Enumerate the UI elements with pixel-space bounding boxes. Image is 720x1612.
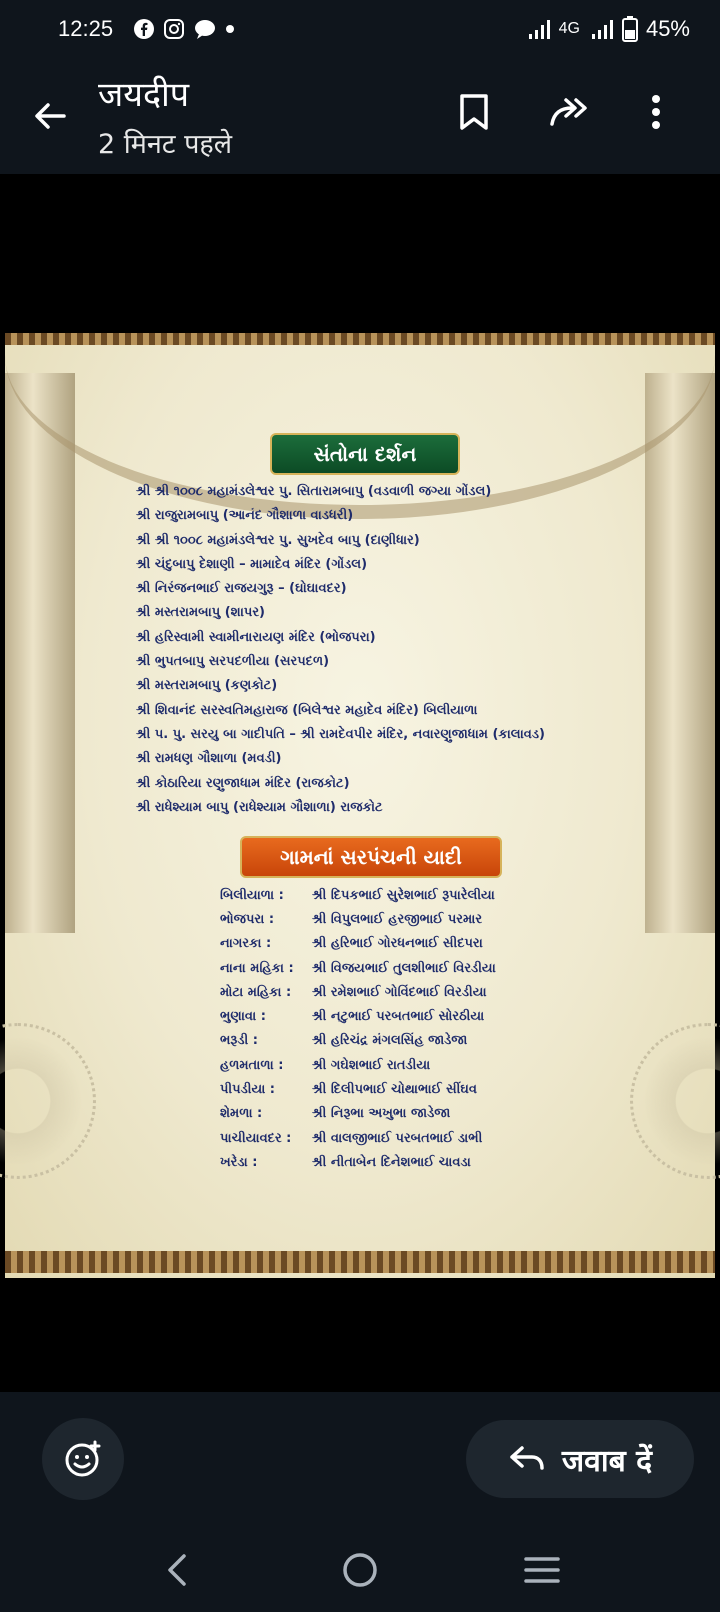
sarpanch-name: શ્રી નટુભાઈ પરબતભાઈ સોરઠીયા <box>312 1009 485 1025</box>
table-row <box>220 932 496 956</box>
sarpanch-name: શ્રી ગઘેશભાઈ રાતડીયા <box>312 1057 431 1073</box>
network-type: 4G <box>558 20 580 37</box>
list-item: શ્રી રાજુરામબાપુ (આનંદ ગૌશાળા વાડધરી) <box>136 508 354 524</box>
list-item: શ્રી હરિસ્વામી સ્વામીનારાયણ મંદિર (ભોજપરા) <box>136 629 376 645</box>
sender-name[interactable]: जयदीप <box>98 75 190 115</box>
table-row <box>220 956 496 980</box>
village-name: શેમળા : <box>220 1106 263 1122</box>
village-name: પાચીયાવદર : <box>220 1130 292 1146</box>
status-time: 12:25 <box>58 16 114 41</box>
table-row <box>220 1150 496 1174</box>
list-item: શ્રી પ. પુ. સરયુ બા ગાદીપતિ – શ્રી રામદેવપીર મંદિર, નવારણુજાધામ (કાલાવડ) <box>136 726 545 742</box>
right-pillar <box>645 373 715 933</box>
battery-percent: 45% <box>645 16 690 41</box>
list-item: શ્રી ચંદુબાપુ દેશાણી – મામાદેવ મંદિર (ગોંડલ) <box>136 556 368 572</box>
table-row <box>220 1029 496 1053</box>
sarpanch-name: શ્રી નિરૂભા અખુભા જાડેજા <box>312 1106 451 1122</box>
status-right <box>527 16 690 42</box>
village-name: નાના મહિકા : <box>220 960 294 976</box>
chat-bubble-icon <box>193 18 217 40</box>
section-title-saints: સંતોના દર્શન <box>270 433 460 475</box>
table-row <box>220 883 496 907</box>
table-row <box>220 1102 496 1126</box>
left-pillar <box>5 373 75 933</box>
sarpanch-name: શ્રી વાલજીભાઈ પરબતભાઈ ડાભી <box>312 1130 483 1146</box>
status-bar <box>0 0 720 60</box>
notification-icons <box>133 18 235 40</box>
battery-icon <box>622 16 638 42</box>
sarpanch-name: શ્રી નીતાબેન દિનેશભાઈ ચાવડા <box>312 1154 471 1170</box>
village-name: ભરૂડી : <box>220 1033 258 1049</box>
village-name: પીપડીયા : <box>220 1082 276 1098</box>
list-item: શ્રી શિવાનંદ સરસ્વતિમહારાજ (બિલેશ્વર મહાદેવ મંદિર) બિલીયાળા <box>136 702 478 718</box>
list-item: શ્રી રામધણ ગૌશાળા (મવડી) <box>136 751 282 767</box>
more-vert-icon[interactable] <box>634 90 678 134</box>
list-item: શ્રી મસ્તરામબાપુ (શાપર) <box>136 605 265 621</box>
bottom-border <box>5 1251 715 1273</box>
sarpanch-name: શ્રી વિજયભાઈ તુલશીભાઈ વિરડીયા <box>312 960 496 976</box>
sarpanch-name: શ્રી રમેશભાઈ ગોવિંદભાઈ વિરડીયા <box>312 984 487 1000</box>
sarpanch-name: શ્રી હરિચંદ્ર મંગલસિંહ જાડેજા <box>312 1033 468 1049</box>
top-border <box>5 333 715 345</box>
village-name: ખરેડા : <box>220 1154 258 1170</box>
list-item: શ્રી રાધેશ્યામ બાપુ (રાધેશ્યામ ગૌશાળા) રાજકોટ <box>136 799 383 815</box>
saints-list <box>136 480 545 820</box>
signal-icon-2 <box>588 18 614 40</box>
nav-back-icon[interactable] <box>154 1546 202 1594</box>
list-item: શ્રી ભુપતબાપુ સરપદળીયા (સરપદળ) <box>136 654 330 670</box>
sarpanch-name: શ્રી દિપકભાઈ સુરેશભાઈ રૂપારેલીયા <box>312 887 495 903</box>
section-title-sarpanch: ગામનાં સરપંચની યાદી <box>240 836 502 878</box>
table-row <box>220 1053 496 1077</box>
dot-icon <box>225 24 235 34</box>
share-icon[interactable] <box>548 90 592 134</box>
sarpanch-name: શ્રી વિપુલભાઈ હરજીભાઈ પરમાર <box>312 911 483 927</box>
village-name: બિલીયાળા : <box>220 887 284 903</box>
instagram-icon <box>163 18 185 40</box>
app-bar <box>0 60 720 174</box>
table-row <box>220 1126 496 1150</box>
reply-arrow-icon <box>508 1444 546 1474</box>
table-row <box>220 1004 496 1028</box>
sarpanch-name: શ્રી દિલીપભાઈ ચોથાભાઈ સીંઘવ <box>312 1082 477 1098</box>
add-emoji-icon <box>63 1439 103 1479</box>
system-nav-bar <box>0 1530 720 1612</box>
add-reaction-button[interactable] <box>42 1418 124 1500</box>
village-name: મોટા મહિકા : <box>220 984 292 1000</box>
nav-recents-icon[interactable] <box>518 1546 566 1594</box>
table-row <box>220 1077 496 1101</box>
nav-home-icon[interactable] <box>336 1546 384 1594</box>
back-arrow-icon[interactable] <box>28 94 72 138</box>
village-name: નાગરકા : <box>220 936 272 952</box>
post-image[interactable] <box>0 333 720 1278</box>
bookmark-icon[interactable] <box>452 90 496 134</box>
facebook-icon <box>133 18 155 40</box>
village-name: ભુણાવા : <box>220 1009 266 1025</box>
table-row <box>220 980 496 1004</box>
list-item: શ્રી મસ્તરામબાપુ (કણકોટ) <box>136 678 278 694</box>
table-row <box>220 907 496 931</box>
list-item: શ્રી કોઠારિયા રણુજાધામ મંદિર (રાજકોટ) <box>136 775 350 791</box>
sarpanch-list <box>220 883 496 1175</box>
reply-button[interactable] <box>466 1420 694 1498</box>
village-name: હળમતાળા : <box>220 1057 284 1073</box>
post-time: 2 मिनट पहले <box>98 129 233 160</box>
village-name: ભોજપરા : <box>220 911 275 927</box>
reply-label: जवाब दें <box>561 1443 653 1479</box>
sarpanch-name: શ્રી હરિભાઈ ગોરધનભાઈ સીદપરા <box>312 936 483 952</box>
list-item: શ્રી શ્રી ૧૦૦૮ મહામંડલેશ્વર પુ. સુખદેવ બાપુ (દાણીધાર) <box>136 532 420 548</box>
signal-icon <box>527 18 551 40</box>
list-item: શ્રી નિરંજનભાઈ રાજયગુરૂ – (ઘોઘાવદર) <box>136 581 347 597</box>
list-item: શ્રી શ્રી ૧૦૦૮ મહામંડલેશ્વર પુ. સિતારામબાપુ (વડવાળી જગ્યા ગોંડલ) <box>136 484 492 499</box>
